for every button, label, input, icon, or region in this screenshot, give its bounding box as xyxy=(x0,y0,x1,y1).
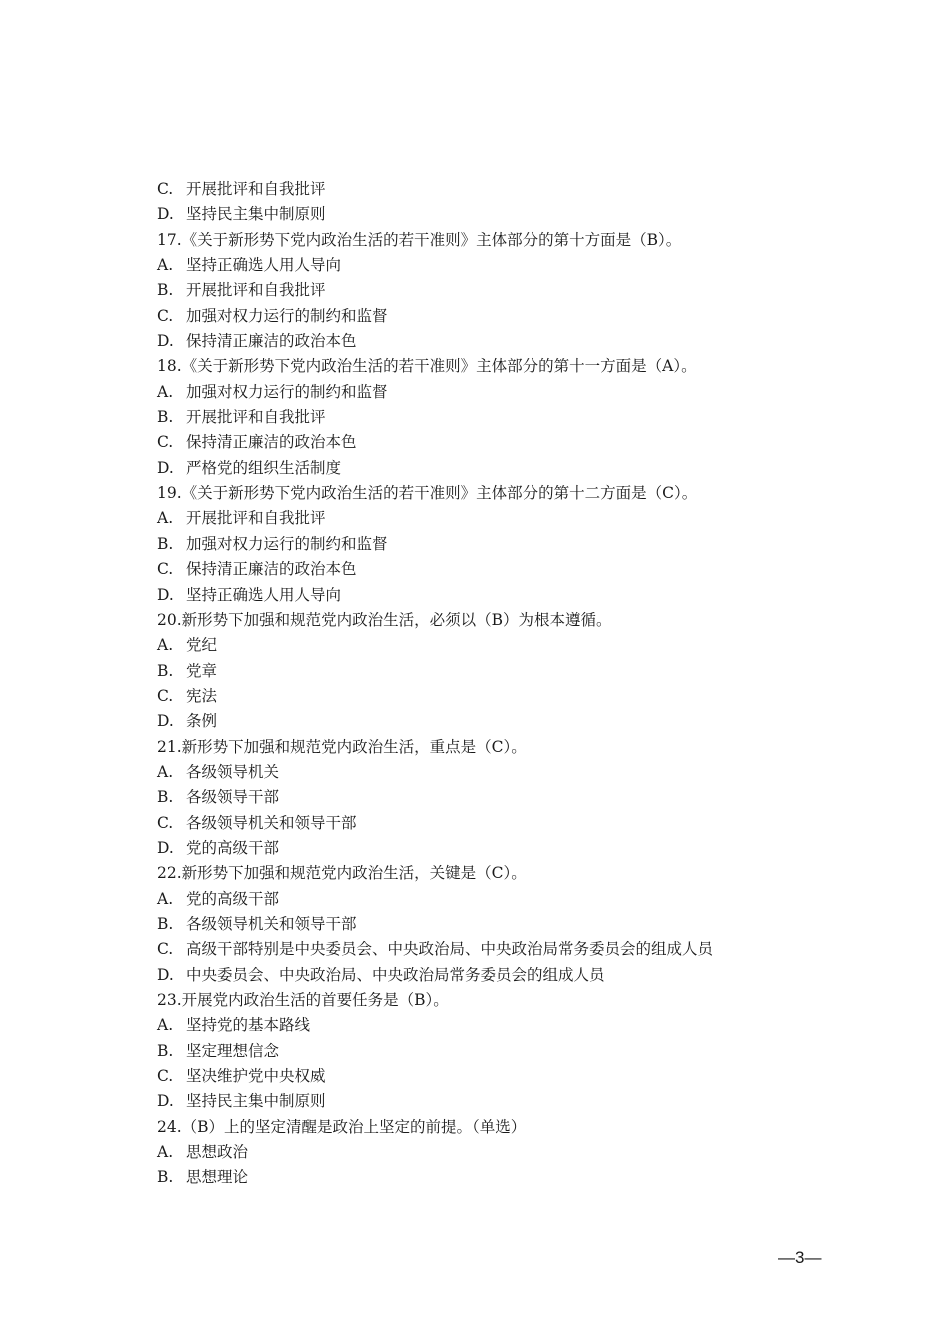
option-text: 加强对权力运行的制约和监督 xyxy=(186,534,388,553)
answer-option xyxy=(157,1140,857,1165)
question-list xyxy=(157,177,857,1191)
answer-option xyxy=(157,278,857,303)
answer-option xyxy=(157,937,857,962)
answer-option xyxy=(157,1039,857,1064)
option-label: C. xyxy=(157,1067,174,1086)
option-text: 开展批评和自我批评 xyxy=(186,509,326,528)
option-label: A. xyxy=(157,1143,174,1162)
option-text: 各级领导机关 xyxy=(186,762,280,781)
answer-option xyxy=(157,912,857,937)
answer-option xyxy=(157,785,857,810)
option-text: 坚定理想信念 xyxy=(186,1041,280,1060)
answer-option xyxy=(157,304,857,329)
question-text xyxy=(157,988,857,1013)
answer-option xyxy=(157,1165,857,1190)
answer-option xyxy=(157,1013,857,1038)
option-text: 开展批评和自我批评 xyxy=(186,281,326,300)
option-label: C. xyxy=(157,686,174,705)
option-label: C. xyxy=(157,940,174,959)
option-text: 党章 xyxy=(186,661,218,680)
option-label: D. xyxy=(157,585,174,604)
option-label: B. xyxy=(157,408,174,427)
option-label: B. xyxy=(157,281,174,300)
question-text xyxy=(157,608,857,633)
answer-option xyxy=(157,202,857,227)
option-label: D. xyxy=(157,712,174,731)
answer-option xyxy=(157,532,857,557)
question-stem: 21.新形势下加强和规范党内政治生活，重点是（C）。 xyxy=(157,737,527,756)
option-text: 各级领导机关和领导干部 xyxy=(186,914,357,933)
answer-option xyxy=(157,253,857,278)
option-text: 思想政治 xyxy=(186,1143,249,1162)
option-label: B. xyxy=(157,914,174,933)
question-text xyxy=(157,1115,857,1140)
option-label: D. xyxy=(157,1092,174,1111)
answer-option xyxy=(157,963,857,988)
option-text: 开展批评和自我批评 xyxy=(186,408,326,427)
question-stem: 18.《关于新形势下党内政治生活的若干准则》主体部分的第十一方面是（A）。 xyxy=(157,357,697,376)
option-text: 坚持正确选人用人导向 xyxy=(186,585,342,604)
question-stem: 24.（B）上的坚定清醒是政治上坚定的前提。（单选） xyxy=(157,1117,527,1136)
option-text: 开展批评和自我批评 xyxy=(186,180,326,198)
option-label: C. xyxy=(157,433,174,452)
option-label: D. xyxy=(157,332,174,351)
answer-option xyxy=(157,380,857,405)
option-text: 中央委员会、中央政治局、中央政治局常务委员会的组成人员 xyxy=(186,965,605,984)
answer-option xyxy=(157,684,857,709)
option-text: 坚持正确选人用人导向 xyxy=(186,256,342,275)
answer-option xyxy=(157,760,857,785)
option-text: 保持清正廉洁的政治本色 xyxy=(186,433,357,452)
answer-option xyxy=(157,456,857,481)
option-text: 严格党的组织生活制度 xyxy=(186,458,342,477)
answer-option xyxy=(157,836,857,861)
question-text xyxy=(157,735,857,760)
answer-option xyxy=(157,1089,857,1114)
answer-option xyxy=(157,177,857,202)
option-text: 加强对权力运行的制约和监督 xyxy=(186,382,388,401)
option-text: 条例 xyxy=(186,712,218,731)
option-label: D. xyxy=(157,965,174,984)
option-text: 党的高级干部 xyxy=(186,838,280,857)
option-label: B. xyxy=(157,1041,174,1060)
option-text: 思想理论 xyxy=(186,1168,249,1187)
option-label: C. xyxy=(157,560,174,579)
option-label: B. xyxy=(157,788,174,807)
option-label: D. xyxy=(157,838,174,857)
option-label: A. xyxy=(157,889,174,908)
option-label: D. xyxy=(157,458,174,477)
option-label: B. xyxy=(157,1168,174,1187)
option-label: A. xyxy=(157,382,174,401)
option-text: 坚决维护党中央权威 xyxy=(186,1067,326,1086)
answer-option xyxy=(157,583,857,608)
question-stem: 23.开展党内政治生活的首要任务是（B）。 xyxy=(157,991,449,1009)
option-label: B. xyxy=(157,661,174,680)
answer-option xyxy=(157,633,857,658)
question-stem: 22.新形势下加强和规范党内政治生活，关键是（C）。 xyxy=(157,864,527,883)
option-text: 坚持党的基本路线 xyxy=(186,1016,311,1035)
option-label: C. xyxy=(157,306,174,325)
option-text: 保持清正廉洁的政治本色 xyxy=(186,332,357,351)
option-label: A. xyxy=(157,636,174,655)
option-text: 党的高级干部 xyxy=(186,889,280,908)
answer-option xyxy=(157,887,857,912)
option-text: 宪法 xyxy=(186,686,218,705)
answer-option xyxy=(157,557,857,582)
page-number: —3— xyxy=(778,1248,822,1267)
question-stem: 19.《关于新形势下党内政治生活的若干准则》主体部分的第十二方面是（C）。 xyxy=(157,484,698,503)
question-text xyxy=(157,228,857,253)
option-text: 坚持民主集中制原则 xyxy=(186,1092,326,1111)
option-text: 党纪 xyxy=(186,636,218,655)
answer-option xyxy=(157,329,857,354)
option-label: A. xyxy=(157,509,174,528)
answer-option xyxy=(157,430,857,455)
question-text xyxy=(157,861,857,886)
option-text: 保持清正廉洁的政治本色 xyxy=(186,560,357,579)
answer-option xyxy=(157,1064,857,1089)
answer-option xyxy=(157,659,857,684)
question-text xyxy=(157,481,857,506)
option-text: 高级干部特别是中央委员会、中央政治局、中央政治局常务委员会的组成人员 xyxy=(186,940,714,959)
option-text: 坚持民主集中制原则 xyxy=(186,205,326,224)
option-text: 各级领导机关和领导干部 xyxy=(186,813,357,832)
option-label: D. xyxy=(157,205,174,224)
option-label: C. xyxy=(157,813,174,832)
option-text: 各级领导干部 xyxy=(186,788,280,807)
option-label: B. xyxy=(157,534,174,553)
question-stem: 17.《关于新形势下党内政治生活的若干准则》主体部分的第十方面是（B）。 xyxy=(157,230,682,249)
question-text xyxy=(157,354,857,379)
answer-option xyxy=(157,811,857,836)
answer-option xyxy=(157,506,857,531)
answer-option xyxy=(157,405,857,430)
option-label: A. xyxy=(157,256,174,275)
answer-option xyxy=(157,709,857,734)
option-label: C. xyxy=(157,180,174,198)
option-label: A. xyxy=(157,762,174,781)
question-stem: 20.新形势下加强和规范党内政治生活，必须以（B）为根本遵循。 xyxy=(157,610,612,629)
option-label: A. xyxy=(157,1016,174,1035)
option-text: 加强对权力运行的制约和监督 xyxy=(186,306,388,325)
